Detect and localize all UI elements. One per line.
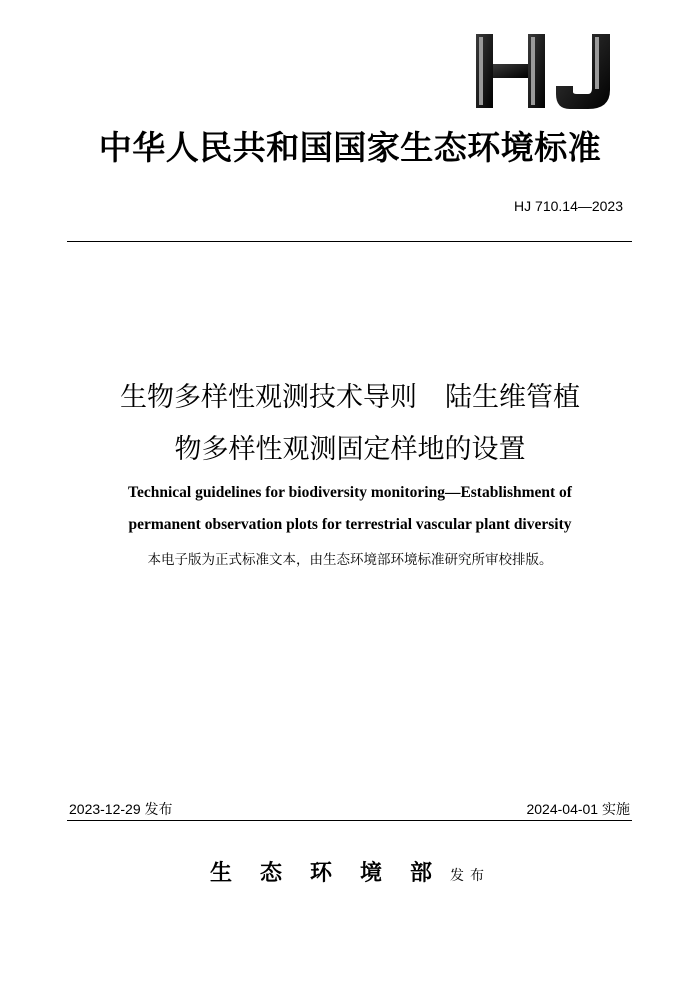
publisher <box>0 856 700 887</box>
title-cn-line1-part1: 生物多样性观测技术导则 <box>120 382 417 413</box>
title-cn-line2: 物多样性观测固定样地的设置 <box>174 434 526 465</box>
bottom-divider <box>67 820 632 821</box>
standard-number: HJ 710.14—2023 <box>514 198 623 214</box>
title-cn-line1 <box>0 375 700 414</box>
title-en-line1: Technical guidelines for biodiversity monitoring―Establishment of <box>128 484 572 501</box>
issue-date: 2023-12-29 发布 <box>69 801 173 817</box>
publisher-label: 发布 <box>450 868 490 884</box>
title-en-line2: permanent observation plots for terrestrial vascular plant diversity <box>128 516 572 533</box>
hj-logo <box>470 30 620 112</box>
title-cn-line1-part2: 陆生维管植 <box>445 382 580 413</box>
hj-logo-graphic <box>470 30 620 112</box>
top-divider <box>67 241 632 242</box>
edition-note: 本电子版为正式标准文本，由生态环境部环境标准研究所审校排版。 <box>147 552 553 568</box>
org-title: 中华人民共和国国家生态环境标准 <box>98 128 602 167</box>
publisher-org: 生态环境部 <box>209 860 460 886</box>
implementation-date: 2024-04-01 实施 <box>526 801 630 817</box>
